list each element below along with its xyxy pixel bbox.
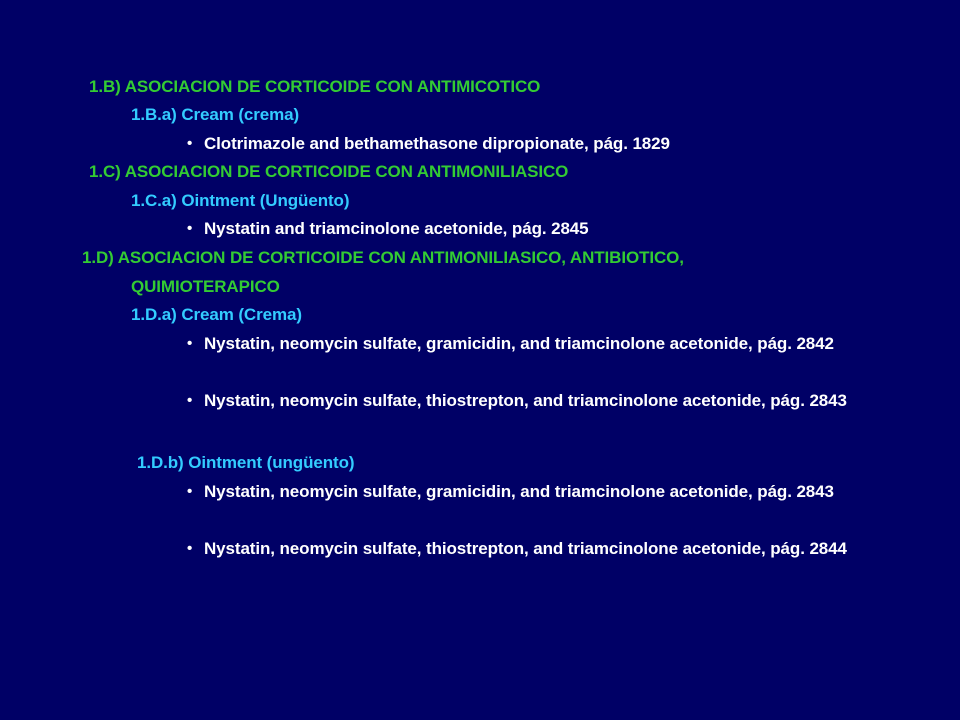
section-c-heading: 1.C) ASOCIACION DE CORTICOIDE CON ANTIMONILIASICO	[89, 162, 569, 181]
section-d-heading-line-1: 1.D) ASOCIACION DE CORTICOIDE CON ANTIMONILIASICO, ANTIBIOTICO,	[82, 248, 684, 267]
section-d-sub-a-item-1: Nystatin, neomycin sulfate, gramicidin, and triamcinolone acetonide, pág. 2842	[204, 334, 834, 353]
section-d-sub-b-label: 1.D.b) Ointment (ungüento)	[137, 453, 355, 472]
section-c-sub-a-item-1: Nystatin and triamcinolone acetonide, pág. 2845	[204, 219, 589, 238]
bullet-icon: •	[187, 220, 193, 237]
bullet-icon: •	[187, 483, 193, 500]
section-b-sub-a-label: 1.B.a) Cream (crema)	[131, 105, 300, 124]
section-d-sub-b-item-1: Nystatin, neomycin sulfate, gramicidin, and triamcinolone acetonide, pág. 2843	[204, 482, 834, 501]
bullet-icon: •	[187, 135, 193, 152]
section-d-sub-a-item-2: Nystatin, neomycin sulfate, thiostrepton, and triamcinolone acetonide, pág. 2843	[204, 391, 847, 410]
section-d-heading-line-2: QUIMIOTERAPICO	[131, 277, 280, 296]
section-d-sub-a-label: 1.D.a) Cream (Crema)	[131, 305, 302, 324]
section-b-heading: 1.B) ASOCIACION DE CORTICOIDE CON ANTIMICOTICO	[89, 77, 541, 96]
bullet-icon: •	[187, 392, 193, 409]
bullet-icon: •	[187, 540, 193, 557]
bullet-icon: •	[187, 335, 193, 352]
section-c-sub-a-label: 1.C.a) Ointment (Ungüento)	[131, 191, 350, 210]
section-d-sub-b-item-2: Nystatin, neomycin sulfate, thiostrepton, and triamcinolone acetonide, pág. 2844	[204, 539, 847, 558]
section-b-sub-a-item-1: Clotrimazole and bethamethasone dipropionate, pág. 1829	[204, 134, 670, 153]
